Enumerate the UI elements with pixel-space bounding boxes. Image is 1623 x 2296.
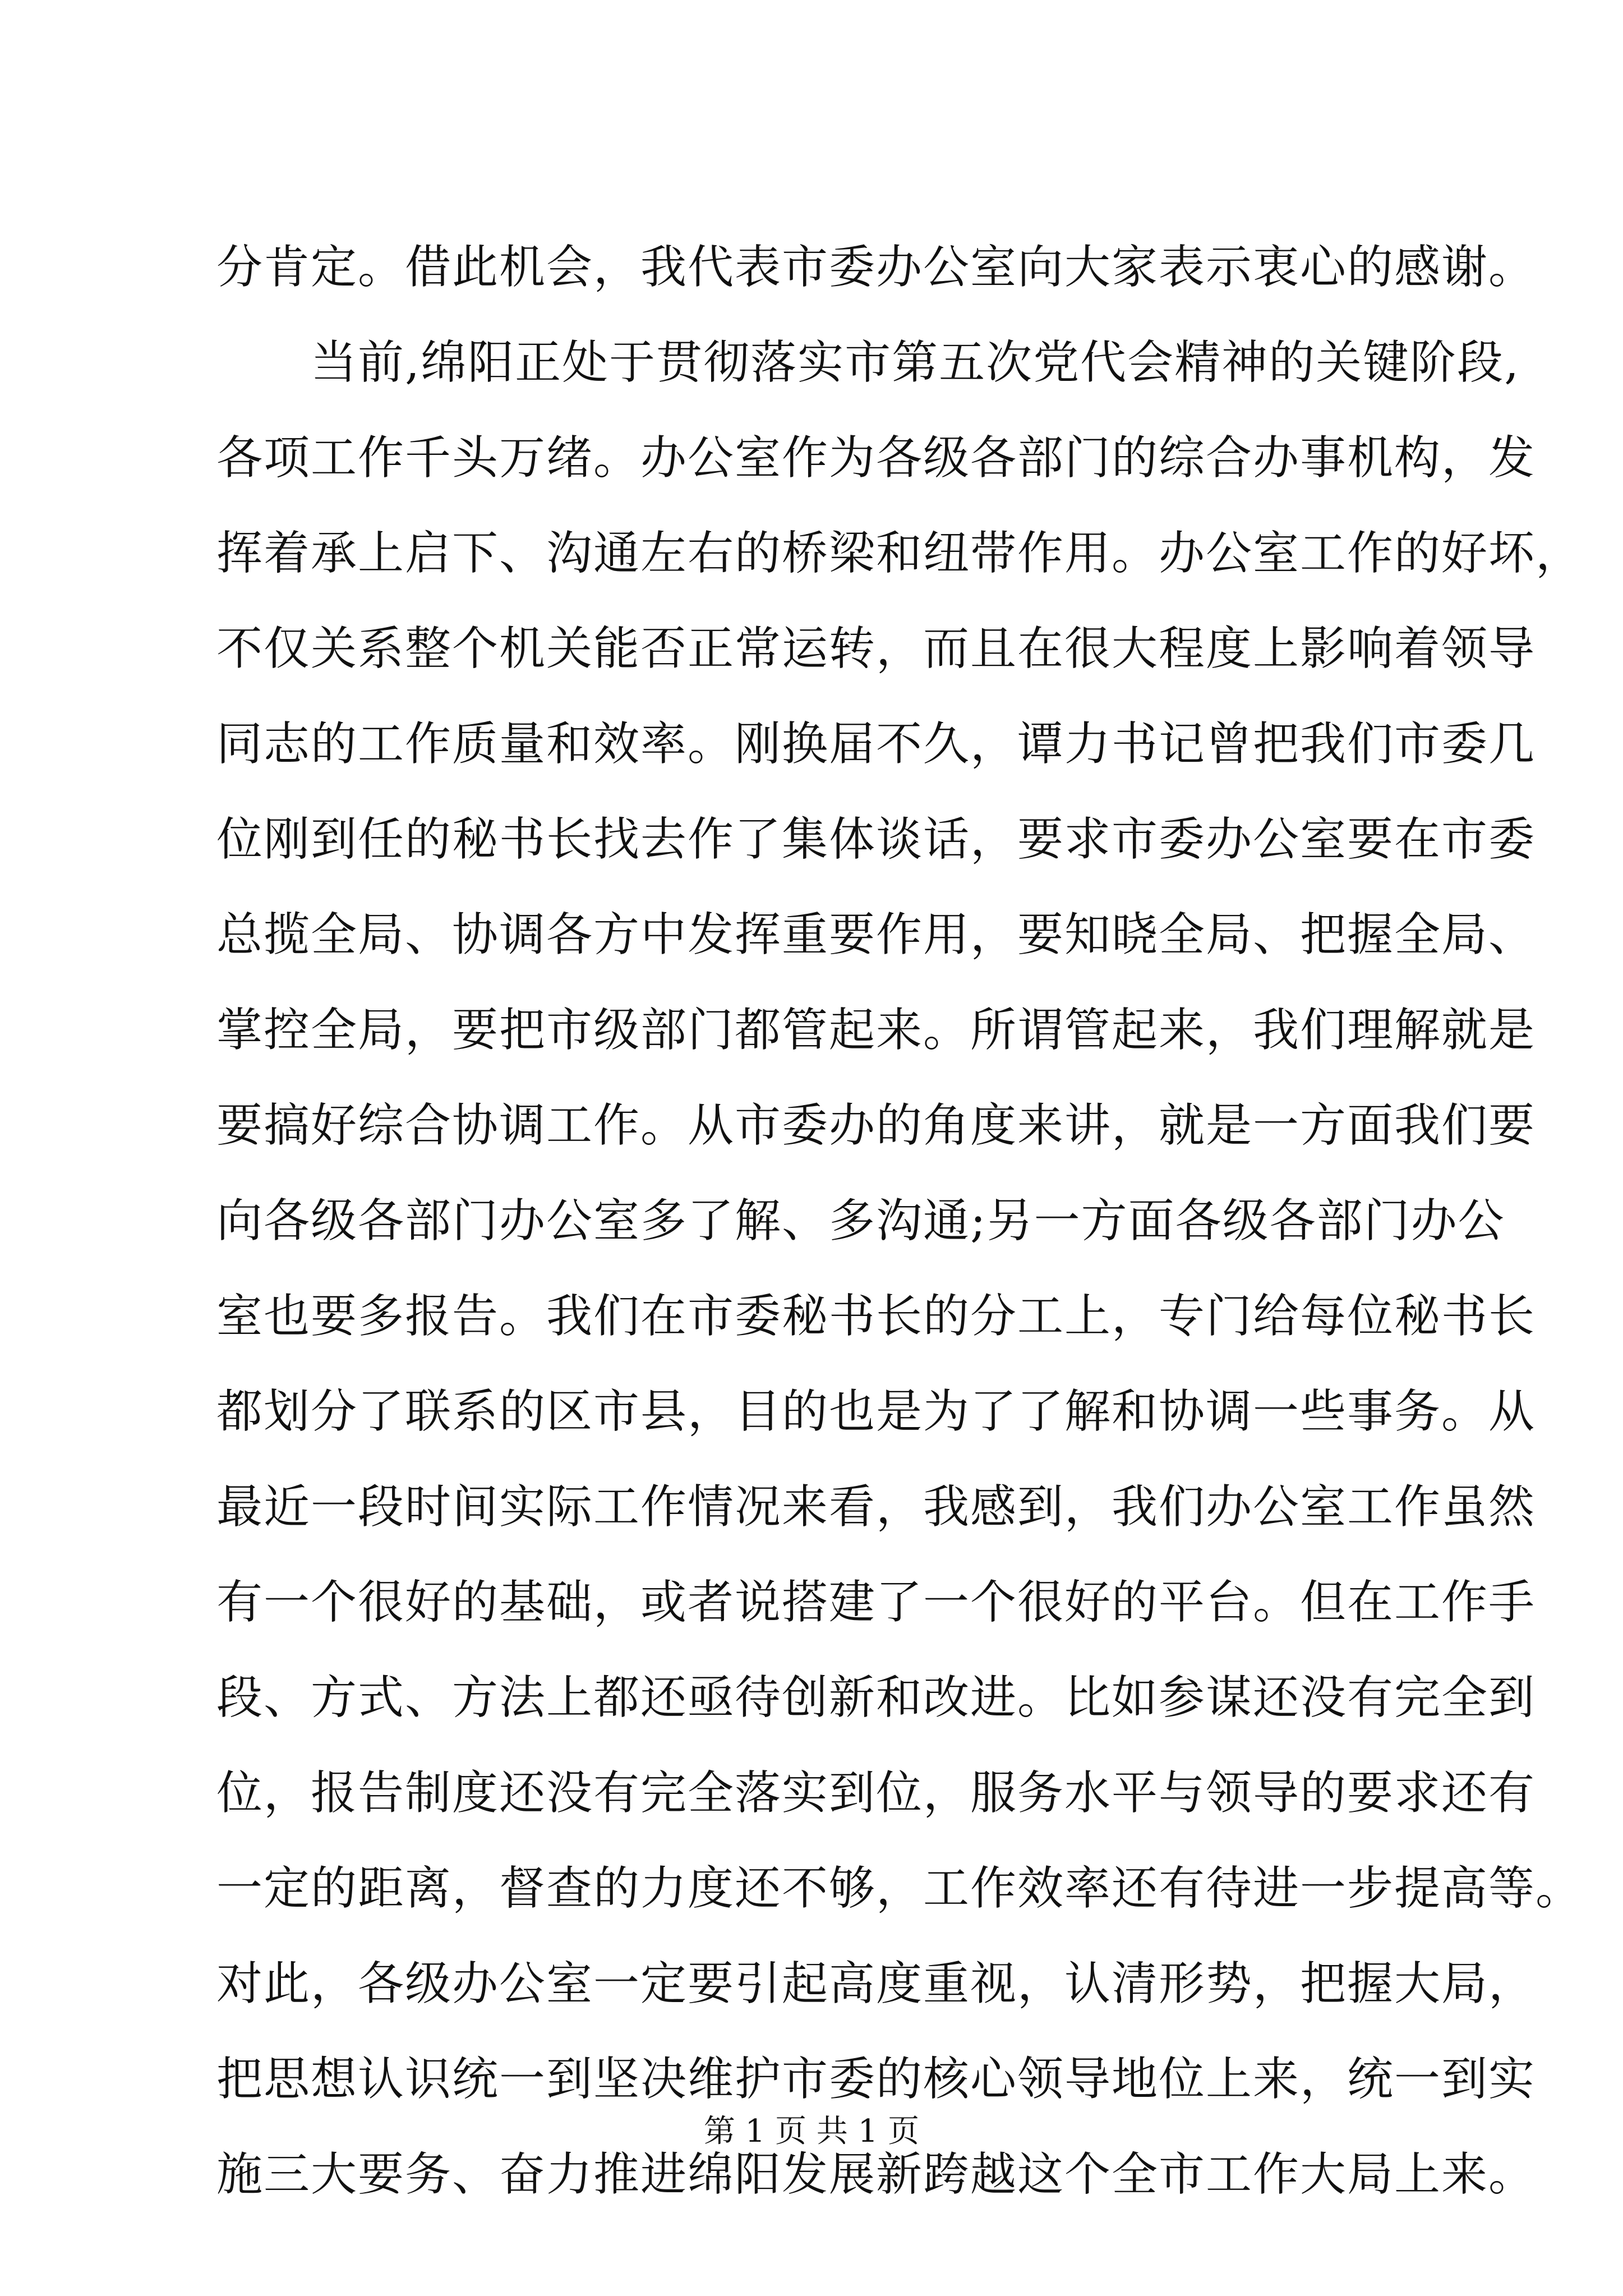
text-line: 不仅关系整个机关能否正常运转，而且在很大程度上影响着领导 (216, 622, 1536, 675)
text-line: 对此，各级办公室一定要引起高度重视，认清形势，把握大局， (216, 1957, 1536, 2010)
page-number-label: 第 1 页 共 1 页 (703, 2113, 920, 2150)
text-line: 掌控全局，要把市级部门都管起来。所谓管起来，我们理解就是 (216, 1004, 1536, 1057)
text-line: 总揽全局、协调各方中发挥重要作用，要知晓全局、把握全局、 (216, 908, 1536, 961)
text-line: 有一个很好的基础，或者说搭建了一个很好的平台。但在工作手 (216, 1576, 1536, 1629)
text-line: 位刚到任的秘书长找去作了集体谈话，要求市委办公室要在市委 (216, 813, 1536, 866)
text-line: 要搞好综合协调工作。从市委办的角度来讲，就是一方面我们要 (216, 1099, 1536, 1152)
text-line: 一定的距离，督查的力度还不够，工作效率还有待进一步提高等。 (216, 1862, 1583, 1915)
text-line: 位，报告制度还没有完全落实到位，服务水平与领导的要求还有 (216, 1766, 1536, 1820)
text-line: 同志的工作质量和效率。刚换届不久，谭力书记曾把我们市委几 (216, 717, 1536, 771)
paragraph-first-line: 当前,绵阳正处于贯彻落实市第五次党代会精神的关键阶段, (311, 336, 1520, 389)
text-line: 把思想认识统一到坚决维护市委的核心领导地位上来，统一到实 (216, 2053, 1536, 2106)
text-line: 段、方式、方法上都还亟待创新和改进。比如参谋还没有完全到 (216, 1671, 1536, 1724)
text-line: 分肯定。借此机会，我代表市委办公室向大家表示衷心的感谢。 (216, 241, 1536, 294)
text-line: 挥着承上启下、沟通左右的桥梁和纽带作用。办公室工作的好坏， (216, 527, 1583, 580)
body-text (216, 220, 1583, 2223)
text-line: 室也要多报告。我们在市委秘书长的分工上，专门给每位秘书长 (216, 1290, 1536, 1343)
text-line: 向各级各部门办公室多了解、多沟通;另一方面各级各部门办公 (216, 1194, 1505, 1248)
page-footer (0, 2109, 1623, 2154)
text-line: 都划分了联系的区市县，目的也是为了了解和协调一些事务。从 (216, 1385, 1536, 1438)
text-line: 施三大要务、奋力推进绵阳发展新跨越这个全市工作大局上来。 (216, 2148, 1536, 2201)
text-line: 最近一段时间实际工作情况来看，我感到，我们办公室工作虽然 (216, 1480, 1536, 1534)
text-line: 各项工作千头万绪。办公室作为各级各部门的综合办事机构，发 (216, 431, 1536, 485)
